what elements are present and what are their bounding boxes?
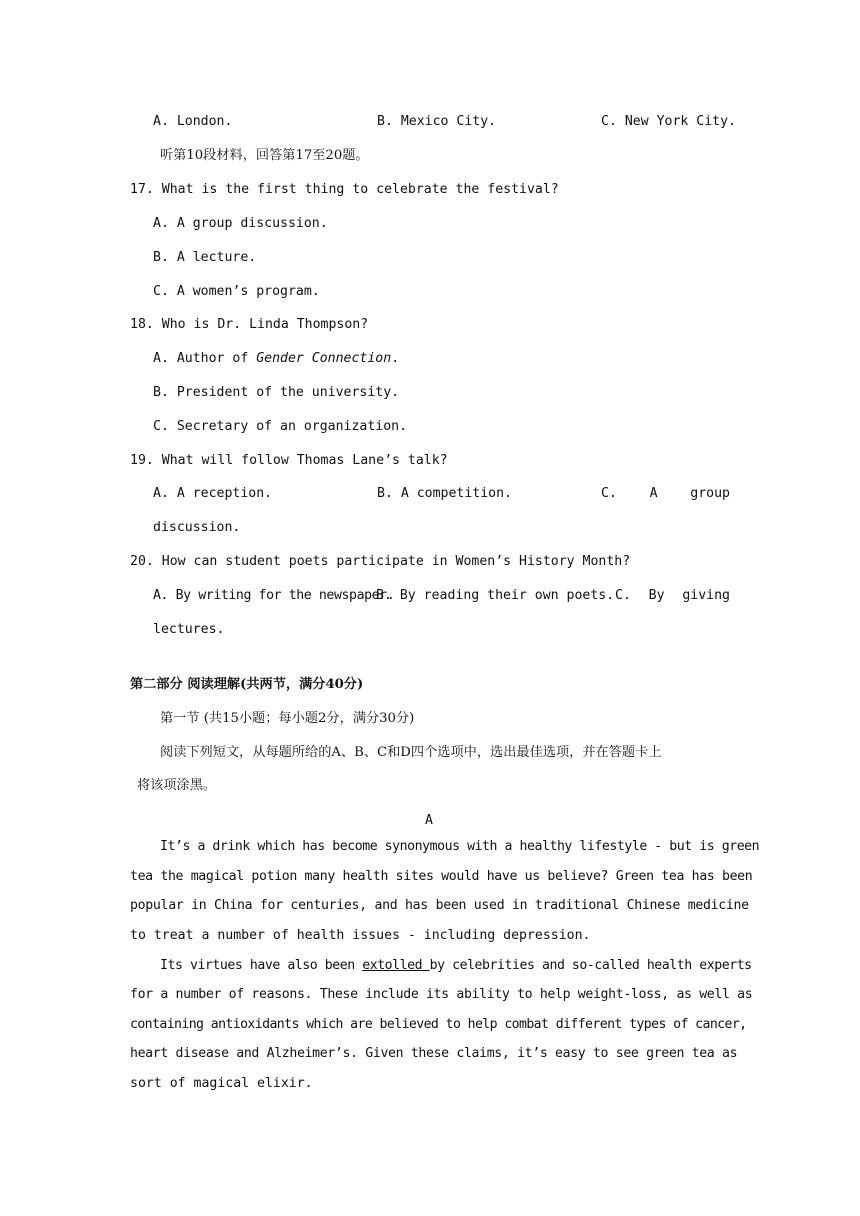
q20-stem: 20. How can student poets participate in Women’s History Month? bbox=[130, 554, 631, 569]
q16-option-b: B. Mexico City. bbox=[377, 114, 497, 129]
q17-option-b: B. A lecture. bbox=[153, 250, 257, 265]
section1-title: 第一节 (共15小题；每小题2分，满分30分) bbox=[160, 711, 415, 726]
q18-option-a-prefix: A. Author of bbox=[153, 351, 257, 366]
q17-stem: 17. What is the first thing to celebrate the festival? bbox=[130, 182, 559, 197]
passage-a-p2-line4: heart disease and Alzheimer’s. Given these claims, it’s easy to see green tea as bbox=[130, 1046, 738, 1061]
q18-book-title: Gender Connection bbox=[256, 351, 392, 366]
q20-option-c-word1: By bbox=[648, 588, 665, 603]
q20-option-a: A. By writing for the newspaper. bbox=[153, 588, 395, 603]
q20-option-c-letter: C. bbox=[615, 588, 631, 603]
q17-option-c: C. A women’s program. bbox=[153, 284, 320, 299]
passage-a-p2-line5: sort of magical elixir. bbox=[130, 1076, 313, 1091]
q18-option-c: C. Secretary of an organization. bbox=[153, 419, 408, 434]
passage-a-p2-line1 bbox=[160, 957, 752, 975]
q20-option-c-word2: giving bbox=[682, 588, 730, 603]
part2-instruction-line1: 阅读下列短文，从每题所给的A、B、C和D四个选项中，选出最佳选项，并在答题卡上 bbox=[160, 745, 662, 760]
passage-a-p1-line4: to treat a number of health issues - including depression. bbox=[130, 928, 591, 943]
q20-option-b: B. By reading their own poets. bbox=[376, 588, 615, 603]
q19-option-c-letter: C. bbox=[601, 486, 617, 501]
q18-option-a bbox=[153, 350, 399, 368]
passage-a-p2-line2: for a number of reasons. These include its ability to help weight-loss, as well as bbox=[130, 987, 753, 1002]
q16-option-a: A. London. bbox=[153, 114, 233, 129]
q19-option-a: A. A reception. bbox=[153, 486, 273, 501]
q19-option-b: B. A competition. bbox=[377, 486, 512, 501]
q16-option-c: C. New York City. bbox=[601, 114, 736, 129]
material-10-instruction: 听第10段材料，回答第17至20题。 bbox=[160, 148, 369, 163]
q19-option-c-word2: group bbox=[690, 486, 730, 501]
passage-a-heading: A bbox=[425, 813, 433, 828]
passage-a-p2-line1-pre: Its virtues have also been bbox=[160, 958, 363, 973]
q17-option-a: A. A group discussion. bbox=[153, 216, 328, 231]
passage-a-p2-line1-post: by celebrities and so-called health experts bbox=[429, 958, 752, 973]
q20-option-c-continued: lectures. bbox=[153, 622, 225, 637]
q20-option-c bbox=[615, 587, 730, 605]
q18-stem: 18. Who is Dr. Linda Thompson? bbox=[130, 317, 369, 332]
passage-a-p1-line3: popular in China for centuries, and has been used in traditional Chinese medicine bbox=[130, 898, 749, 913]
q19-option-c bbox=[601, 485, 730, 503]
q19-option-c-continued: discussion. bbox=[153, 520, 241, 535]
passage-a-p1-line1: It’s a drink which has become synonymous with a healthy lifestyle - but is green bbox=[160, 839, 760, 854]
q19-stem: 19. What will follow Thomas Lane’s talk? bbox=[130, 453, 448, 468]
part2-instruction-line2: 将该项涂黑。 bbox=[137, 778, 217, 793]
part2-title: 第二部分 阅读理解(共两节，满分40分) bbox=[130, 677, 364, 692]
passage-a-p2-line3: containing antioxidants which are believed to help combat different types of cancer, bbox=[130, 1017, 747, 1032]
passage-a-p1-line2: tea the magical potion many health sites would have us believe? Green tea has been bbox=[130, 869, 753, 884]
q19-option-c-word1: A bbox=[649, 486, 658, 501]
underlined-word-extolled: extolled bbox=[362, 958, 430, 973]
q18-option-b: B. President of the university. bbox=[153, 385, 400, 400]
q18-option-a-suffix: . bbox=[391, 351, 400, 366]
